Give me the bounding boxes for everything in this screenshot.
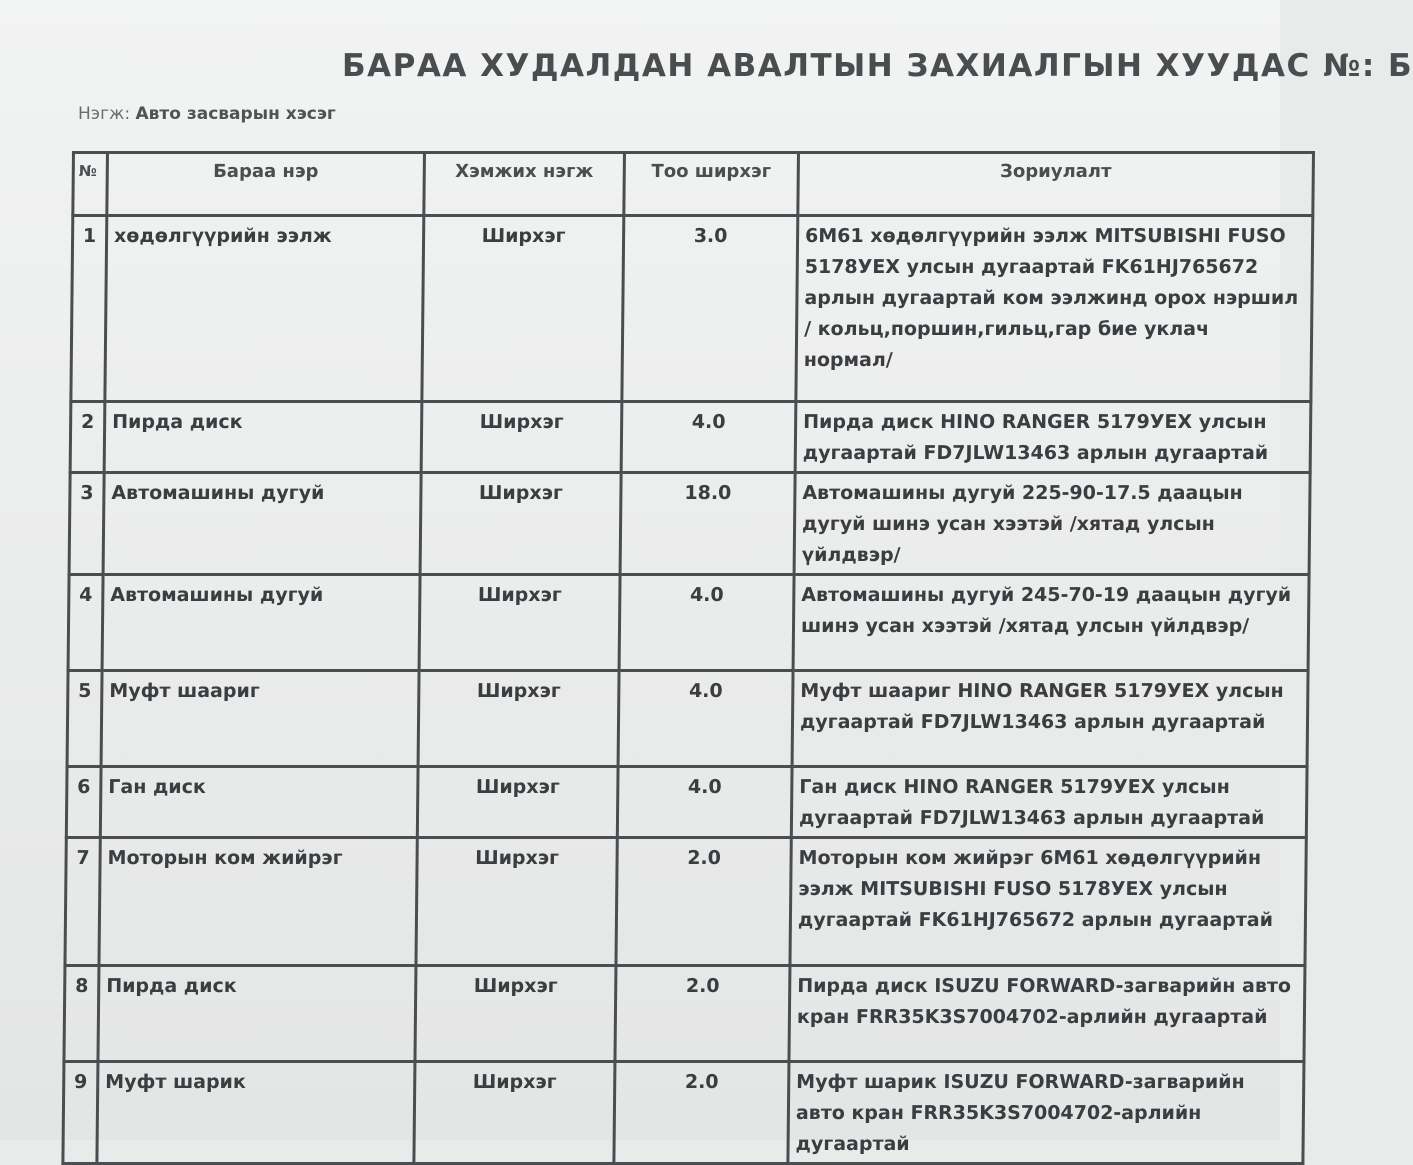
row-number: 9	[63, 1062, 98, 1164]
purpose: Муфт шаариг HINO RANGER 5179УЕХ улсын дугаартай FD7JLW13463 арлын дугаартай	[792, 671, 1308, 767]
row-number: 1	[71, 216, 107, 402]
purpose: Муфт шарик ISUZU FORWARD-загварийн авто кран FRR35K3S7004702-арлийн дугаартай	[788, 1062, 1304, 1164]
row-number: 5	[67, 671, 102, 767]
unit-of-measure: Ширхэг	[417, 767, 618, 838]
unit-of-measure: Ширхэг	[418, 671, 619, 767]
row-number: 2	[70, 402, 105, 473]
item-name: Пирда диск	[104, 402, 422, 473]
header-num: №	[73, 153, 108, 216]
item-name: Муфт шаариг	[101, 671, 419, 767]
item-name: Пирда диск	[98, 966, 416, 1062]
purpose: Ган диск HINO RANGER 5179УЕХ улсын дугаартай FD7JLW13463 арлын дугаартай	[791, 767, 1307, 838]
row-number: 3	[69, 473, 104, 575]
unit-of-measure: Ширхэг	[420, 473, 621, 575]
purpose: Пирда диск ISUZU FORWARD-загварийн авто кран FRR35K3S7004702-арлийн дугаартай	[789, 966, 1305, 1062]
table-row	[66, 767, 1307, 838]
row-number: 6	[66, 767, 101, 838]
unit-line	[78, 104, 336, 124]
unit-of-measure: Ширхэг	[422, 216, 624, 402]
quantity: 4.0	[617, 767, 792, 838]
unit-of-measure: Ширхэг	[414, 1062, 615, 1164]
order-table	[61, 151, 1315, 1165]
table-row	[64, 966, 1305, 1062]
purpose: Моторын ком жийрэг 6M61 хөдөлгүүрийн ээлж MITSUBISHI FUSO 5178УЕХ улсын дугаартай FK61HJ765672 арлын дугаартай	[790, 838, 1306, 966]
item-name: хөдөлгүүрийн ээлж	[105, 216, 424, 402]
unit-of-measure: Ширхэг	[421, 402, 622, 473]
unit-label: Нэгж:	[78, 104, 131, 124]
quantity: 2.0	[614, 1062, 789, 1164]
item-name: Ган диск	[100, 767, 418, 838]
header-name: Бараа нэр	[107, 153, 425, 216]
quantity: 4.0	[618, 671, 793, 767]
document-title: БАРАА ХУДАЛДАН АВАЛТЫН ЗАХИАЛГЫН ХУУДАС №: Б	[342, 48, 1413, 84]
purpose: Автомашины дугуй 225-90-17.5 даацын дугуй шинэ усан хээтэй /хятад улсын үйлдвэр/	[794, 473, 1310, 575]
table-row	[71, 216, 1313, 402]
header-purpose: Зориулалт	[798, 153, 1314, 216]
purpose: 6M61 хөдөлгүүрийн ээлж MITSUBISHI FUSO 5178УЕХ улсын дугаартай FK61HJ765672 арлын дугаартай ком ээлжинд орох нэршил / кольц,поршин,гильц,гар бие уклач нормал/	[796, 216, 1313, 402]
table-row	[69, 473, 1310, 575]
quantity: 18.0	[620, 473, 795, 575]
table-row	[65, 838, 1306, 966]
item-name: Автомашины дугуй	[102, 575, 420, 671]
unit-of-measure: Ширхэг	[416, 838, 617, 966]
quantity: 2.0	[616, 838, 791, 966]
item-name: Муфт шарик	[97, 1062, 415, 1164]
unit-of-measure: Ширхэг	[419, 575, 620, 671]
item-name: Моторын ком жийрэг	[99, 838, 417, 966]
row-number: 8	[64, 966, 99, 1062]
header-qty: Тоо ширхэг	[624, 153, 799, 216]
table-row	[63, 1062, 1304, 1164]
purpose: Пирда диск HINO RANGER 5179УЕХ улсын дугаартай FD7JLW13463 арлын дугаартай	[795, 402, 1311, 473]
table-row	[70, 402, 1311, 473]
table-row	[68, 575, 1309, 671]
table-header-row	[73, 153, 1314, 216]
quantity: 3.0	[622, 216, 798, 402]
row-number: 4	[68, 575, 103, 671]
unit-value: Авто засварын хэсэг	[135, 104, 336, 124]
quantity: 4.0	[621, 402, 796, 473]
header-uom: Хэмжих нэгж	[424, 153, 625, 216]
table-row	[67, 671, 1308, 767]
unit-of-measure: Ширхэг	[415, 966, 616, 1062]
quantity: 2.0	[615, 966, 790, 1062]
item-name: Автомашины дугуй	[103, 473, 421, 575]
row-number: 7	[65, 838, 100, 966]
purpose: Автомашины дугуй 245-70-19 даацын дугуй шинэ усан хээтэй /хятад улсын үйлдвэр/	[793, 575, 1309, 671]
quantity: 4.0	[619, 575, 794, 671]
